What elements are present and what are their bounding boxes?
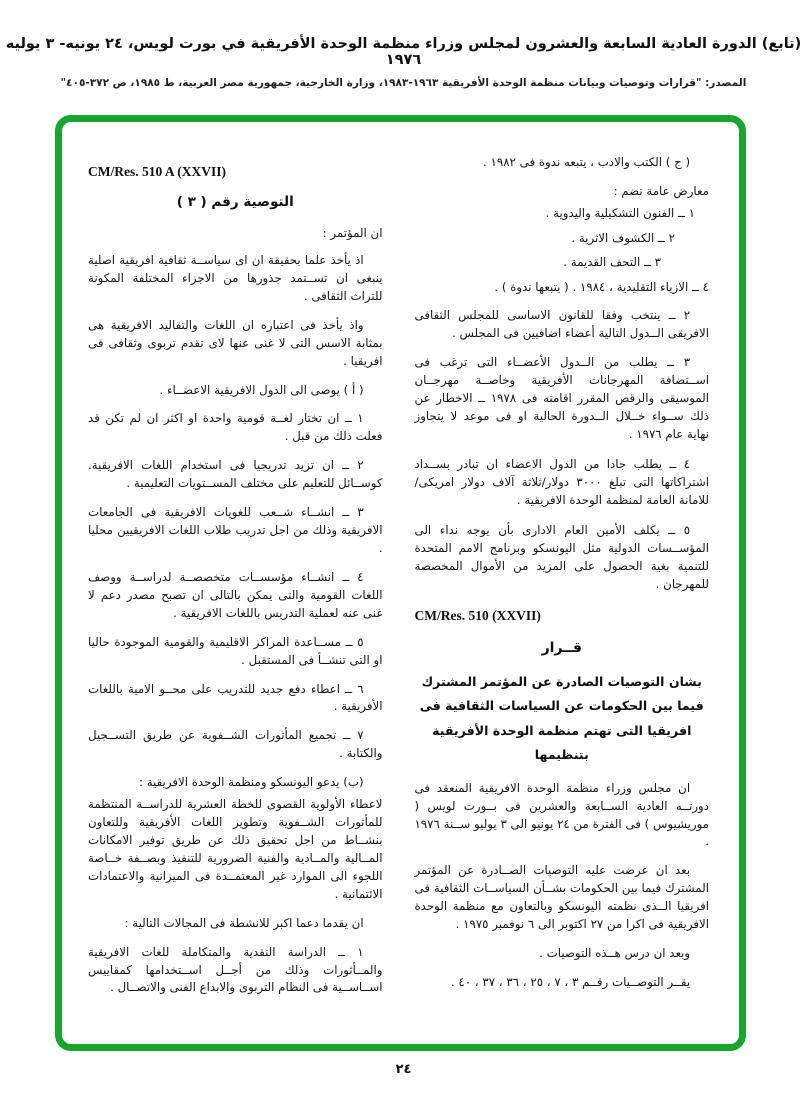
subtitle-line: فيما بين الحكومات عن السياسات الثقافية فى xyxy=(419,698,704,714)
resolution-code: CM/Res. 510 (XXVII) xyxy=(414,607,541,623)
paragraph: ١ ــ الدراسة النقدية والمتكاملة للغات الافريقية والمــأثورات وذلك من أجــل اســتخدامها كمقاييس اســاســية فى النظام التربوى والابداع الفنى والاتصــال . xyxy=(88,944,383,995)
paragraph: ان مجلس وزراء منظمة الوحدة الافريقية المنعقد فى دورتــه العادية الســابعة والعشرين فى بــورت لويس ( موريشيوس ) فى الفترة من ٢٤ يونيو الى ٣ يوليو ســنة ١٩٧٦ . xyxy=(414,780,710,849)
list-item: ١ ــ الفنون التشكيلية واليدوية . xyxy=(545,205,695,220)
paragraph: اذ يأخذ علما بحقيقة ان اى سياســة ثقافية افريقية اصلية ينبغى ان تســتمد جذورها من الاجزاء المختلفة المكونة للتراث الثقافى . xyxy=(88,253,383,303)
resolution-code: CM/Res. 510 A (XXVII) xyxy=(88,164,226,179)
paragraph: لاعطاء الأولوية القصوى للخطة العشرية للدراســة المنتظمة للمأثورات الشــفوية وتطوير اللغات الأفريقية وللتعاون بنشــاط من اجل تحقيق ذلك عن طريق توفير الامكانات المــالية والمــادية والفنية الضرورية للتنفيذ وبصــفة خــاصة اللجوء الى الموارد غير المعتمــدة فى الميزانية والاعتمادات الائتمانية . xyxy=(88,797,383,901)
paragraph: ٧ ــ تجميع المأثورات الشــفوية عن طريق التســجيل والكتابة . xyxy=(88,728,383,761)
recommendation-heading: التوصية رقم ( ٣ ) xyxy=(176,194,294,210)
paragraph: معارض عامة تضم : xyxy=(613,183,709,198)
paragraph: بعد ان عرضت عليه التوصيات الصــادرة عن المؤتمر المشترك فيما بين الحكومات بشــأن السياســات الثقافية فى افريقيا الــذى نظمته اليونسكو وبالتعاون مع منظمة الوحدة الافريقية فى اكرا من ٢٧ اكتوبر الى ٦ نوفمبر ١٩٧٥ . xyxy=(414,863,709,932)
list-item: ٣ ــ التحف القديمة . xyxy=(563,255,661,270)
session-title: (تابع) الدورة العادية السابعة والعشرون لمجلس وزراء منظمة الوحدة الأفريقية في بورت لويس، ٢٤ يونيه- ٣ يوليه ١٩٧٦ xyxy=(5,36,802,68)
paragraph: ٥ ــ يكلف الأمين العام الادارى بأن يوجه نداء الى المؤســسات الدولية مثل اليونسكو وبرنامج الامم المتحدة للتنمية بغية الحصول على المزيد من الأموال المخصصة للمهرجان . xyxy=(414,522,709,591)
right-column xyxy=(415,152,710,1028)
paragraph: ٤ ــ يطلب جادا من الدول الاعضاء ان تبادر بســداد اشتراكاتها التى تبلغ ٣٠٠٠ دولار/ثلاثة آلاف دولار امريكى/للامانة العامة لمنظمة الوحدة الافريقية . xyxy=(414,457,709,507)
subtitle-line: افريقيا التى تهتم منظمة الوحدة الأفريقية بتنظيمها xyxy=(432,722,692,763)
left-column xyxy=(88,152,383,1028)
page-number: ٢٤ xyxy=(395,1062,412,1077)
paragraph: ٢ ــ ينتخب وفقا للقانون الاساسى للمجلس الثقافى الافريقى الــدول التالية أعضاء اضافيين فى المجلس . xyxy=(414,307,709,340)
paragraph: واذ يأخذ فى اعتباره ان اللغات والتقاليد الافريقية هى بمثابة الاسس التى لا غنى عنها لاى تقدم تربوى وثقافى فى افريقيا . xyxy=(88,317,383,368)
paragraph: يقــر التوصــيات رقــم ٣ ، ٧ ، ٢٥ ، ٣٦ ، ٣٧ ، ٤٠ . xyxy=(450,974,691,989)
list-item: ٢ ــ الكشوف الاثرية . xyxy=(571,230,675,245)
paragraph: ٣ ــ انشــاء شــعب للغويات الافريقية فى الجامعات الافريقية وذلك من اجل تدريب طلاب اللغات الافريقيين محليا . xyxy=(88,505,383,555)
two-column-layout xyxy=(88,152,709,1028)
paragraph: ٦ ــ اعطاء دفع جديد للتدريب على محــو الامية باللغات الأفريقية . xyxy=(88,681,383,714)
subtitle-line: بشان التوصيات الصادرة عن المؤتمر المشترك xyxy=(421,673,702,689)
paragraph: ٥ ــ مســاعدة المراكز الاقليمية والقومية الموجودة حاليا او التى تنشــأ فى المستقبل . xyxy=(88,634,383,667)
source-citation: المصدر: "قرارات وتوصيات وبيانات منظمة الوحدة الأفريقية ١٩٦٣-١٩٨٣، وزارة الخارجية، جمهورية مصر العربية، ط ١٩٨٥، ص ٣٧٢-٤٠٥" xyxy=(60,77,747,89)
paragraph: ٤ ــ انشــاء مؤسســات متخصصــة لدراســة ووصف اللغات القومية والتى يمكن بالتالى ان تصبح مصدر دعم لا غنى عنه لعملية التدريس باللغات الافريقية . xyxy=(88,569,383,620)
list-item: ٤ ــ الازياء التقليدية ، ١٩٨٤ . ( يتبعها ندوة ) . xyxy=(494,279,709,294)
paragraph: (ب) يدعو اليونسكو ومنظمة الوحدة الافريقية : xyxy=(138,775,364,790)
decision-subtitle xyxy=(415,670,710,768)
page-header xyxy=(0,0,807,89)
paragraph: ٣ ــ يطلب من الــدول الأعضــاء التى ترغب فى اســتضافة المهرجانات الأفريقية وخاصــة مهرجــان الموسيقى والرقص المقرر اقامته فى ١٩٧٨ ــ الاخطار عن ذلك ســواء خــلال الــدورة الحالية او فى موعد لا يتجاوز نهاية عام ١٩٧٦ . xyxy=(414,355,709,442)
paragraph: ٢ ــ ان تزيد تدريجيا فى استخدام اللغات الافريقية. كوســائل للتعليم على مختلف المســتويات التعليمية . xyxy=(88,458,383,491)
green-border-frame xyxy=(55,115,746,1051)
paragraph: ان يقدما دعما اكبر للانشطة فى المجالات التالية : xyxy=(124,915,364,930)
paragraph: ان المؤتمر : xyxy=(322,226,383,240)
paragraph: ( أ ) يوصى الى الدول الافريقية الاعضــاء . xyxy=(159,382,364,397)
decision-heading: قــرار xyxy=(541,639,582,656)
paragraph: وبعد ان درس هــذه التوصيات . xyxy=(539,946,691,961)
paragraph: ١ ــ ان تختار لغــة قومية واحدة او اكثر ان لم تكن قد فعلت ذلك من قبل . xyxy=(88,411,383,444)
paragraph: ( ج ) الكتب والادب ، يتبعه ندوة فى ١٩٨٢ . xyxy=(483,155,691,169)
